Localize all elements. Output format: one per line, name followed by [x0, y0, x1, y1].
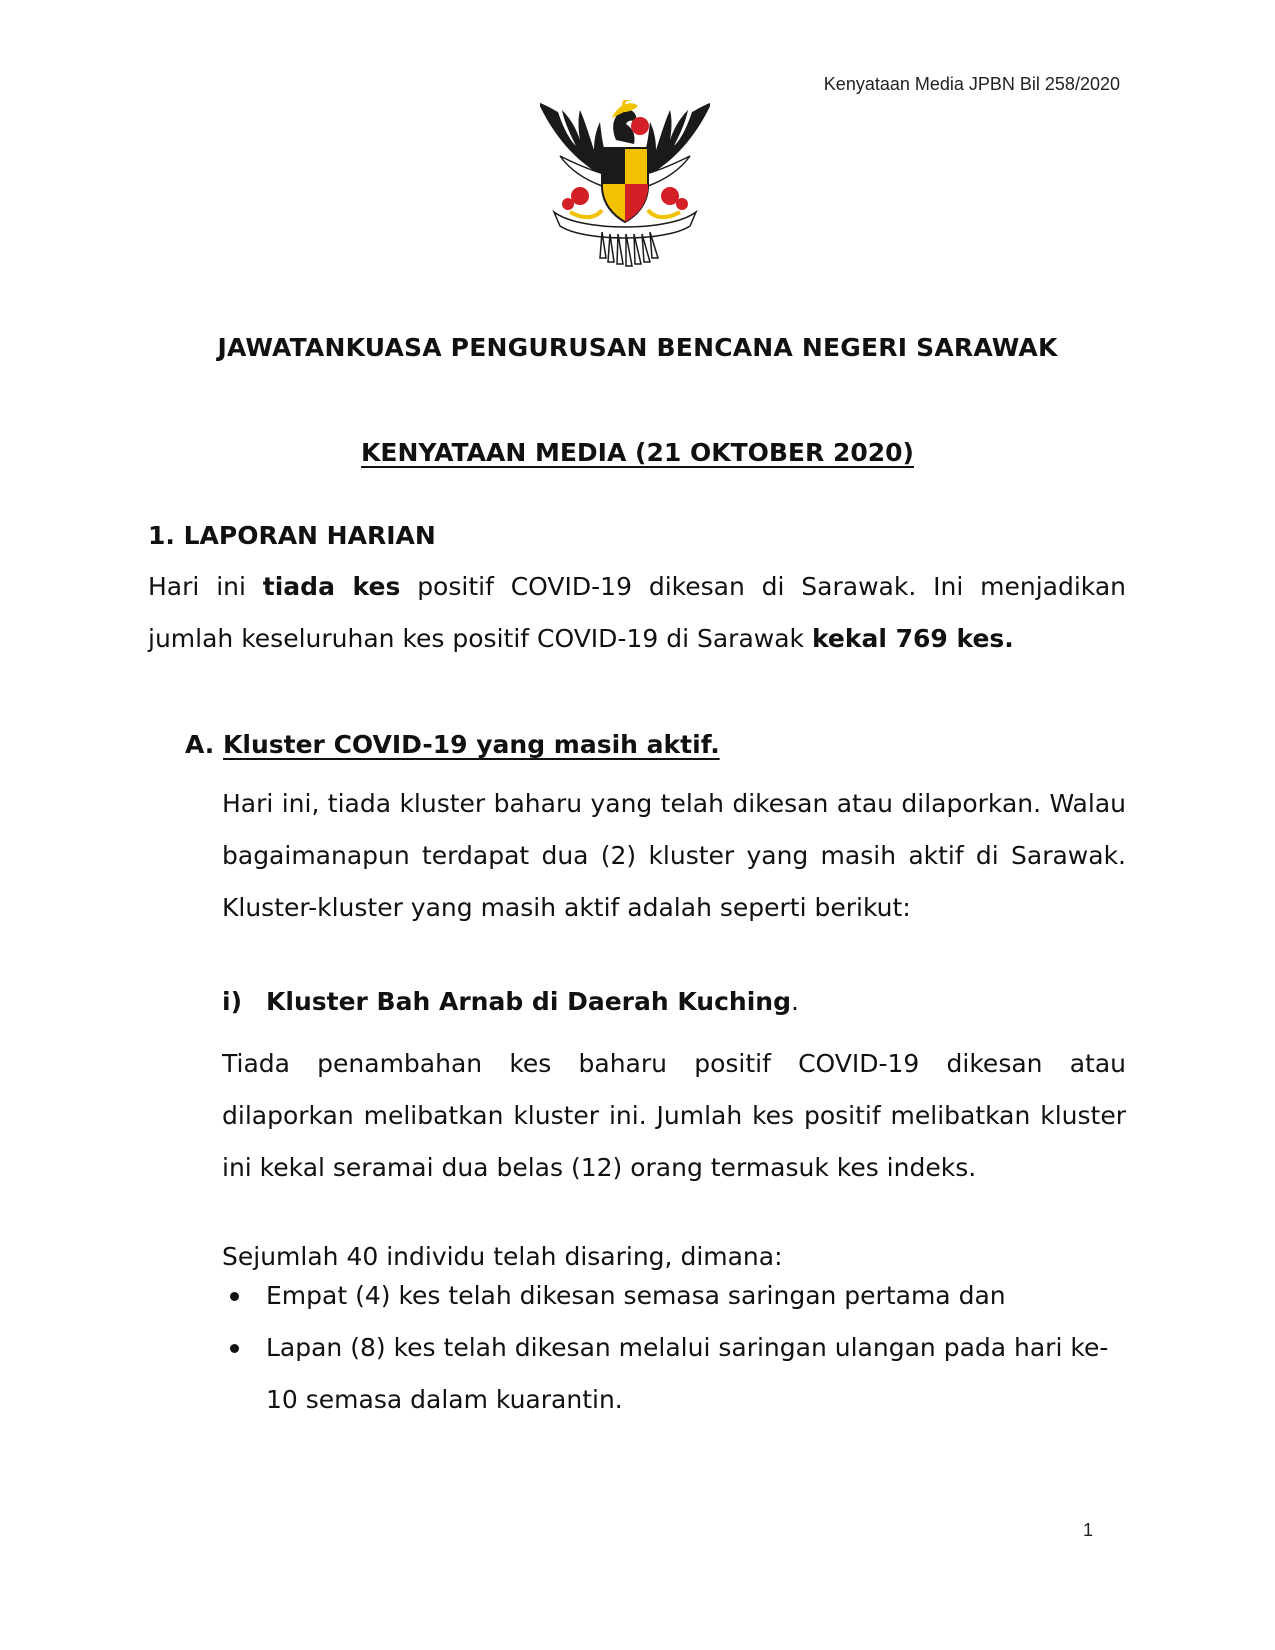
list-item: Lapan (8) kes telah dikesan melalui saringan ulangan pada hari ke-10 semasa dalam kuarantin.: [222, 1322, 1126, 1426]
bullet-icon: [230, 1344, 239, 1353]
page-number: 1: [1083, 1520, 1094, 1540]
document-title: KENYATAAN MEDIA (21 OKTOBER 2020): [361, 438, 914, 467]
highlight-no-cases: tiada kes: [262, 572, 401, 601]
cluster-i-paragraph: Tiada penambahan kes baharu positif COVID-19 dikesan atau dilaporkan melibatkan kluster ini. Jumlah kes positif melibatkan kluster ini kekal seramai dua belas (12) orang termasuk kes indeks.: [222, 1049, 1126, 1182]
organization-title: JAWATANKUASA PENGURUSAN BENCANA NEGERI SARAWAK: [217, 333, 1058, 362]
active-clusters-paragraph: Hari ini, tiada kluster baharu yang telah dikesan atau dilaporkan. Walau bagaimanapun terdapat dua (2) kluster yang masih aktif di Sarawak. Kluster-kluster yang masih aktif adalah seperti berikut:: [222, 789, 1126, 922]
screening-intro: Sejumlah 40 individu telah disaring, dimana:: [222, 1242, 783, 1271]
section-heading-laporan-harian: 1. LAPORAN HARIAN: [148, 521, 436, 550]
bullet-icon: [230, 1292, 239, 1301]
screening-bullet-list: [222, 1270, 1126, 1426]
subsection-a-heading: A. Kluster COVID-19 yang masih aktif.: [185, 730, 720, 759]
daily-report-paragraph: Hari ini tiada kes positif COVID-19 dikesan di Sarawak. Ini menjadikan jumlah keseluruhan kes positif COVID-19 di Sarawak kekal 769 kes.: [148, 572, 1126, 653]
sarawak-coat-of-arms-icon: [540, 100, 710, 268]
highlight-total-cases: kekal 769 kes.: [811, 624, 1014, 653]
media-reference-number: Kenyataan Media JPBN Bil 258/2020: [823, 74, 1120, 94]
list-item: Empat (4) kes telah dikesan semasa saringan pertama dan: [222, 1270, 1126, 1322]
cluster-i-heading: i) Kluster Bah Arnab di Daerah Kuching.: [222, 987, 799, 1016]
